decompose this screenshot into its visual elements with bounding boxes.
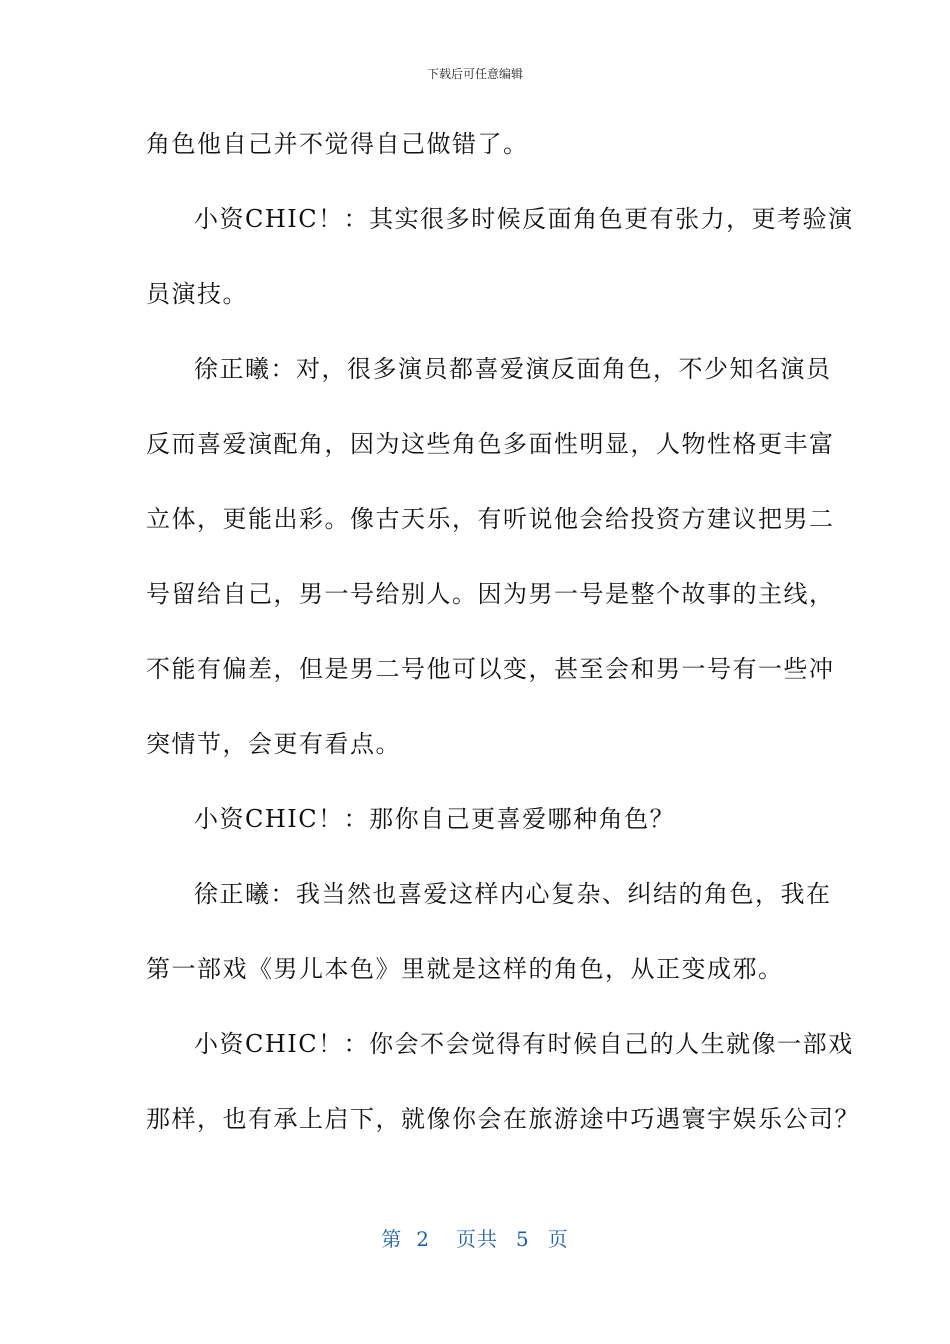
blank-line (146, 764, 806, 802)
text-line: 小资CHIC！：其实很多时候反面角色更有张力，更考验演 (194, 205, 854, 233)
blank-line (146, 914, 806, 952)
text-line: 号留给自己，男一号给别人。因为男一号是整个故事的主线， (146, 580, 835, 608)
text-line: 徐正曦：对，很多演员都喜爱演反面角色，不少知名演员 (194, 355, 832, 383)
text-line: 小资CHIC！：那你自己更喜爱哪种角色？ (194, 805, 676, 833)
text-line: 那样，也有承上启下，就像你会在旅游途中巧遇寰宇娱乐公司？ (146, 1105, 860, 1133)
blank-line (146, 839, 806, 877)
blank-line (146, 164, 806, 202)
blank-line (146, 239, 806, 277)
footer-total-pages: 5 (516, 1227, 530, 1251)
header-text: 下载后可任意编辑 (426, 67, 523, 81)
blank-line (146, 389, 806, 427)
text-line: 徐正曦：我当然也喜爱这样内心复杂、纠结的角色，我在 (194, 880, 832, 908)
text-line: 小资CHIC！：你会不会觉得有时候自己的人生就像一部戏 (194, 1030, 854, 1058)
text-line: 立体，更能出彩。像古天乐，有听说他会给投资方建议把男二 (146, 505, 835, 533)
blank-line (146, 1064, 806, 1102)
blank-line (146, 314, 806, 352)
blank-line (146, 989, 806, 1027)
text-line: 第一部戏《男儿本色》里就是这样的角色，从正变成邪。 (146, 955, 784, 983)
text-line: 员演技。 (146, 280, 248, 308)
blank-line (146, 464, 806, 502)
blank-line (146, 689, 806, 727)
footer-prefix: 第 (381, 1227, 403, 1251)
footer-page-number: 2 (416, 1227, 430, 1251)
page-footer (0, 1226, 950, 1252)
document-body (146, 126, 860, 1139)
blank-line (146, 614, 806, 652)
blank-line (146, 539, 806, 577)
text-line: 不能有偏差，但是男二号他可以变，甚至会和男一号有一些冲 (146, 655, 835, 683)
footer-suffix: 页 (547, 1227, 569, 1251)
text-line: 突情节，会更有看点。 (146, 730, 401, 758)
text-line: 反而喜爱演配角，因为这些角色多面性明显，人物性格更丰富 (146, 430, 835, 458)
text-line: 角色他自己并不觉得自己做错了。 (146, 130, 529, 158)
footer-middle: 页共 (456, 1227, 498, 1251)
page-header (0, 66, 950, 82)
